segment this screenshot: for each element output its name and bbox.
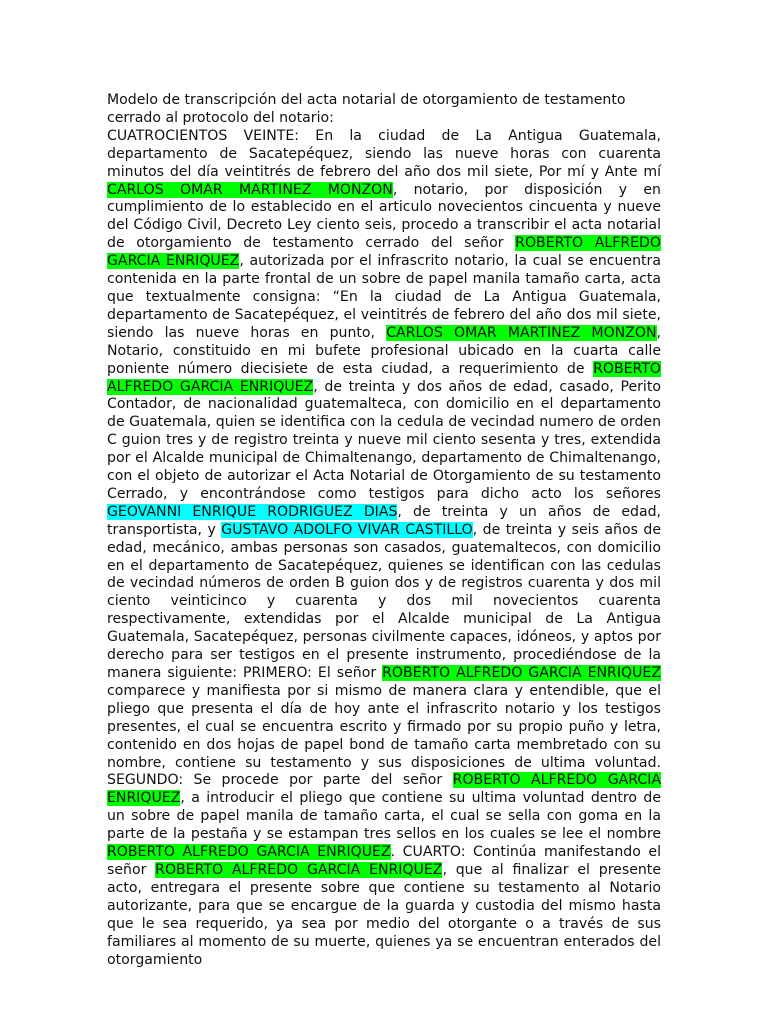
highlighted-name: ROBERTO ALFREDO GARCIA ENRIQUEZ xyxy=(107,360,661,395)
highlighted-witness-name: GEOVANNI ENRIQUE RODRIGUEZ DIAS xyxy=(107,503,398,520)
highlighted-name: ROBERTO ALFREDO GARCIA ENRIQUEZ xyxy=(107,844,391,861)
document-heading: Modelo de transcripción del acta notarial de otorgamiento de testamento cerrado al protocolo del notario: xyxy=(107,92,626,126)
text-segment: CUATROCIENTOS VEINTE: En la ciudad de La Antigua Guatemala, departamento de Sacatepéquez, siendo las nueve horas con cuarenta minutos del día veintitrés de febrero del año dos mil siete, Por mí y Ante mí xyxy=(107,127,661,180)
text-segment: , a introducir el pliego que contiene su ultima voluntad dentro de un sobre de papel manila de tamaño carta, el cual se sella con goma en la parte de la pestaña y se estampan tres sellos en los cuales se lee el nombre xyxy=(107,790,661,843)
text-segment: comparece y manifiesta por si mismo de manera clara y entendible, que el pliego que presenta el día de hoy ante el infrascrito notario y los testigos presentes, el cual se encuentra escrito y firmado por su propio puño y letra, contenido en dos hojas de papel bond de tamaño carta membretado con su nombre, contiene su testamento y sus disposiciones de ultima voluntad. SEGUNDO: Se procede por parte del señor xyxy=(107,682,661,789)
highlighted-witness-name: GUSTAVO ADOLFO VIVAR CASTILLO xyxy=(221,521,473,538)
text-segment: , autorizada por el infrascrito notario, la cual se encuentra contenida en la parte frontal de un sobre de papel manila tamaño carta, acta que textualmente consigna: “En la ciudad de La Antigua Guatemala, departamento de Sacatepéquez, el veintitrés de febrero del año dos mil siete, siendo las nueve horas en punto, xyxy=(107,253,661,341)
highlighted-name: CARLOS OMAR MARTINEZ MONZON xyxy=(107,181,393,198)
text-segment: , Notario, constituido en mi bufete profesional ubicado en la cuarta calle poniente número diecisiete de esta ciudad, a requerimiento de xyxy=(107,324,661,377)
document-body xyxy=(107,128,661,970)
text-segment: , de treinta y un años de edad, transportista, y xyxy=(107,503,662,538)
highlighted-name: ROBERTO ALFREDO GARCIA ENRIQUEZ xyxy=(155,861,443,878)
text-segment: , de treinta y dos años de edad, casado, Perito Contador, de nacionalidad guatemalteca, con domicilio en el departamento de Guatemala, quien se identifica con la cedula de vecindad numero de orden C guion tres y de registro treinta y nueve mil ciento sesenta y tres, extendida por el Alcalde municipal de Chimaltenango, departamento de Chimaltenango, con el objeto de autorizar el Acta Notarial de Otorgamiento de su testamento Cerrado, y encontrándose como testigos para dicho acto los señores xyxy=(107,378,661,502)
text-segment: , que al finalizar el presente acto, entregara el presente sobre que contiene su testamento al Notario autorizante, para que se encargue de la guarda y custodia del mismo hasta que le sea requerido, ya sea por medio del otorgante o a través de sus familiares al momento de su muerte, quienes ya se encuentran enterados del otorgamiento xyxy=(107,861,661,968)
highlighted-name: ROBERTO ALFREDO GARCIA ENRIQUEZ xyxy=(382,665,661,681)
highlighted-name: ROBERTO ALFREDO GARCIA ENRIQUEZ xyxy=(107,235,661,270)
text-segment: , de treinta y seis años de edad, mecánico, ambas personas son casados, guatemaltecos, con domicilio en el departamento de Sacatepéquez, quienes se identifican con las cedulas de vecindad números de orden B guion dos y de registros cuarenta y dos mil ciento veinticinco y cuarenta y dos mil novecientos cuarenta respectivamente, extendidas por el Alcalde municipal de La Antigua Guatemala, Sacatepéquez, personas civilmente capaces, idóneos, y aptos por derecho para ser testigos en el presente instrumento, procediéndose de la manera siguiente: PRIMERO: El señor xyxy=(107,521,661,681)
text-segment: . CUARTO: Continúa manifestando el señor xyxy=(107,844,661,878)
text-segment: , notario, por disposición y en cumplimiento de lo establecido en el articulo novecientos cincuenta y nueve del Código Civil, Decreto Ley ciento seis, procedo a transcribir el acta notarial de otorgamiento de testamento cerrado del señor xyxy=(107,181,661,252)
document-page xyxy=(107,92,661,969)
highlighted-name: ROBERTO ALFREDO GARCIA ENRIQUEZ xyxy=(107,772,661,807)
highlighted-name: CARLOS OMAR MARTINEZ MONZON xyxy=(386,324,657,341)
